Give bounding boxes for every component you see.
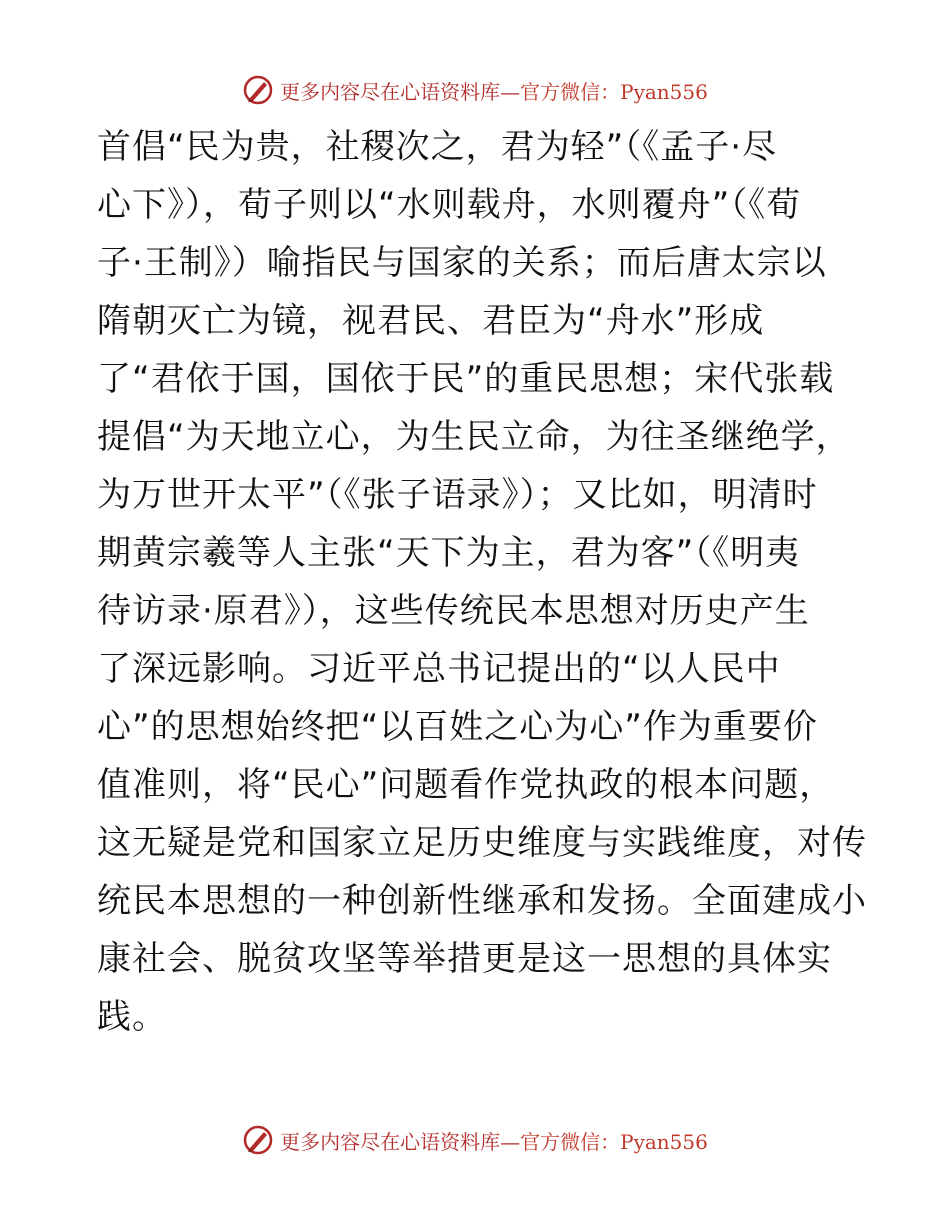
- text-line: 子·王制》）喻指民与国家的关系；而后唐太宗以: [97, 243, 827, 283]
- header-site-text: 更多内容尽在心语资料库: [280, 79, 501, 104]
- text-line: 为万世开太平”（《张子语录》）；又比如，明清时: [97, 475, 818, 515]
- footer-site-text: 更多内容尽在心语资料库: [280, 1129, 501, 1154]
- text-line: 这无疑是党和国家立足历史维度与实践维度，对传: [97, 823, 867, 863]
- pen-logo-icon: [242, 74, 274, 106]
- document-body: [97, 118, 867, 1046]
- text-line: 践。: [97, 997, 167, 1037]
- text-line: 值准则，将“民心”问题看作党执政的根本问题，: [97, 765, 835, 805]
- text-line: 了“君依于国，国依于民”的重民思想；宋代张载: [97, 359, 835, 399]
- header-banner: [0, 70, 950, 110]
- text-line: 心下》），荀子则以“水则载舟，水则覆舟”（《荀: [97, 185, 802, 225]
- footer-text: [280, 1126, 708, 1155]
- text-line: 提倡“为天地立心，为生民立命，为往圣继绝学，: [97, 417, 851, 457]
- pen-logo-icon: [242, 1124, 274, 1156]
- footer-wechat-text: 官方微信：Pyan556: [520, 1129, 708, 1154]
- text-line: 期黄宗羲等人主张“天下为主，君为客”（《明夷: [97, 533, 801, 573]
- footer-banner: [0, 1120, 950, 1160]
- text-line: 隋朝灭亡为镜，视君民、君臣为“舟水”形成: [97, 301, 765, 341]
- header-text: [280, 76, 708, 105]
- text-line: 首倡“民为贵，社稷次之，君为轻”（《孟子·尽: [97, 127, 778, 167]
- footer-dash: —: [500, 1129, 521, 1154]
- text-line: 待访录·原君》），这些传统民本思想对历史产生: [97, 591, 810, 631]
- header-wechat-text: 官方微信：Pyan556: [520, 79, 708, 104]
- text-line: 康社会、脱贫攻坚等举措更是这一思想的具体实: [97, 939, 832, 979]
- text-line: 心”的思想始终把“以百姓之心为心”作为重要价: [97, 707, 818, 747]
- header-dash: —: [500, 79, 521, 104]
- text-line: 了深远影响。习近平总书记提出的“以人民中: [97, 649, 781, 689]
- text-line: 统民本思想的一种创新性继承和发扬。全面建成小: [97, 881, 867, 921]
